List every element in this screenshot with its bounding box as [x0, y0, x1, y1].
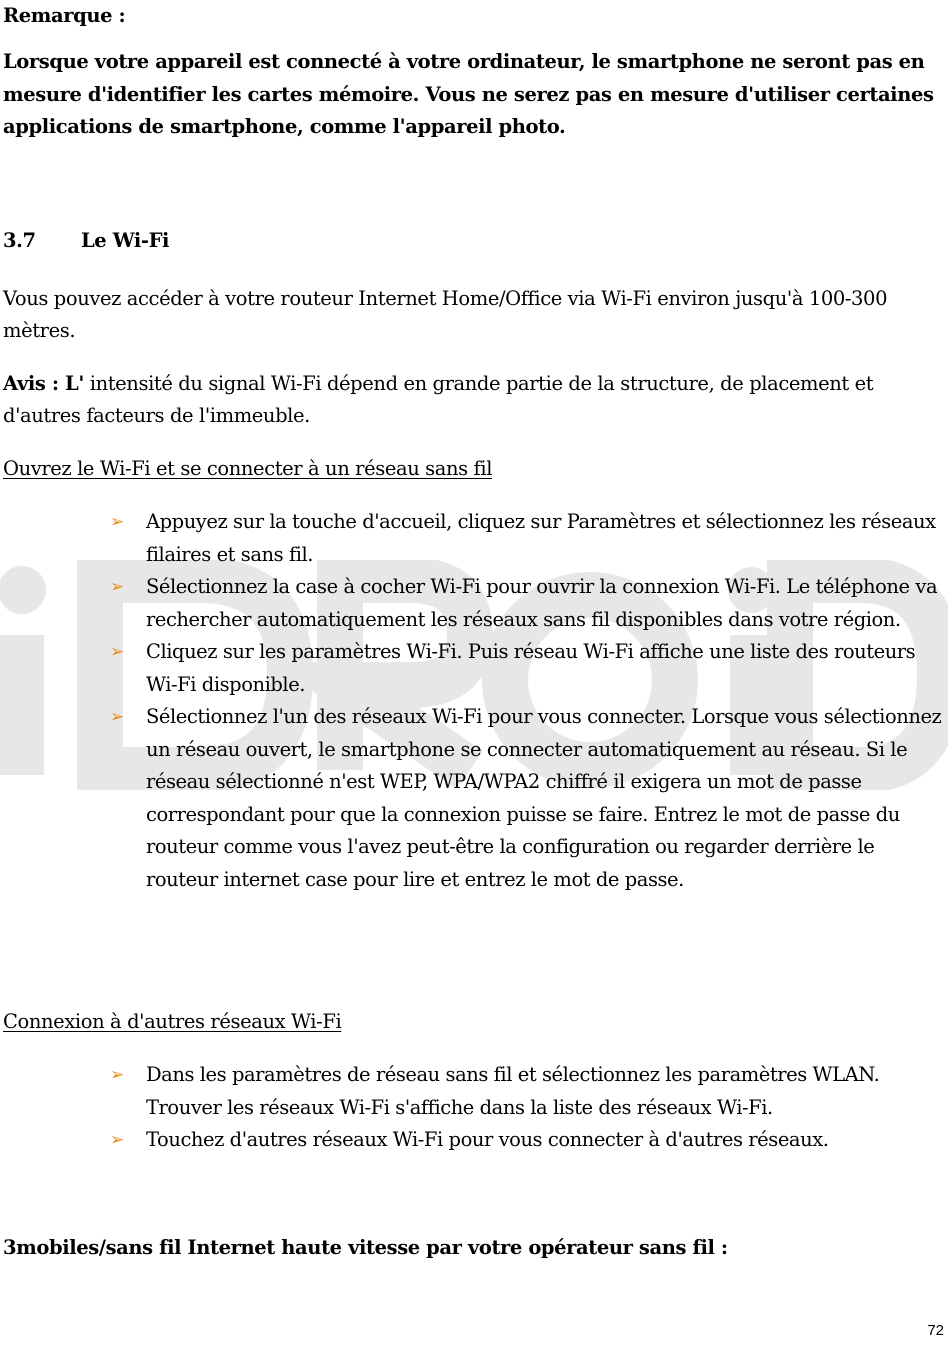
- list-item: ➢ Cliquez sur les paramètres Wi-Fi. Puis réseau Wi-Fi affiche une liste des routeurs Wi-Fi disponible.: [108, 636, 948, 701]
- other-networks-steps: [108, 1059, 948, 1157]
- section-number: 3.7: [3, 229, 36, 252]
- list-item: ➢ Sélectionnez la case à cocher Wi-Fi pour ouvrir la connexion Wi-Fi. Le téléphone va rechercher automatiquement les réseaux sans fil disponibles dans votre région.: [108, 571, 948, 636]
- list-item: ➢ Dans les paramètres de réseau sans fil et sélectionnez les paramètres WLAN. Trouver les réseaux Wi-Fi s'affiche dans la liste des réseaux Wi-Fi.: [108, 1059, 948, 1124]
- list-item: ➢ Touchez d'autres réseaux Wi-Fi pour vous connecter à d'autres réseaux.: [108, 1124, 948, 1157]
- remark-label: Remarque :: [3, 4, 126, 27]
- arrowhead-bullet-icon: ➢: [110, 707, 124, 727]
- notice-label: Avis : L': [3, 372, 84, 395]
- section-title: Le Wi-Fi: [81, 229, 170, 252]
- remark-text: Lorsque votre appareil est connecté à votre ordinateur, le smartphone ne seront pas en mesure d'identifier les cartes mémoire. Vous ne serez pas en mesure d'utiliser certaines applications de smartphone, comme l'appareil photo.: [3, 50, 934, 138]
- mobile-heading: 3mobiles/sans fil Internet haute vitesse par votre opérateur sans fil :: [3, 1236, 728, 1259]
- page-number: 72: [927, 1322, 944, 1339]
- notice-text: intensité du signal Wi-Fi dépend en grande partie de la structure, de placement et d'autres facteurs de l'immeuble.: [3, 372, 874, 427]
- list-item: ➢ Appuyez sur la touche d'accueil, cliquez sur Paramètres et sélectionnez les réseaux filaires et sans fil.: [108, 506, 948, 571]
- open-wifi-steps: [108, 506, 948, 896]
- other-networks-heading: Connexion à d'autres réseaux Wi-Fi: [3, 1010, 342, 1033]
- section-heading: [3, 225, 169, 257]
- arrowhead-bullet-icon: ➢: [110, 1065, 124, 1085]
- list-item: ➢ Sélectionnez l'un des réseaux Wi-Fi pour vous connecter. Lorsque vous sélectionnez un réseau ouvert, le smartphone se connecter automatiquement au réseau. Si le réseau sélectionné n'est WEP, WPA/WPA2 chiffré il exigera un mot de passe correspondant pour que la connexion puisse se faire. Entrez le mot de passe du routeur comme vous l'avez peut-être la configuration ou regarder derrière le routeur internet case pour lire et entrez le mot de passe.: [108, 701, 948, 896]
- open-wifi-heading: Ouvrez le Wi-Fi et se connecter à un réseau sans fil: [3, 457, 493, 480]
- section-intro: Vous pouvez accéder à votre routeur Internet Home/Office via Wi-Fi environ jusqu'à 100-300 mètres.: [3, 287, 888, 342]
- arrowhead-bullet-icon: ➢: [110, 1130, 124, 1150]
- arrowhead-bullet-icon: ➢: [110, 642, 124, 662]
- arrowhead-bullet-icon: ➢: [110, 577, 124, 597]
- arrowhead-bullet-icon: ➢: [110, 512, 124, 532]
